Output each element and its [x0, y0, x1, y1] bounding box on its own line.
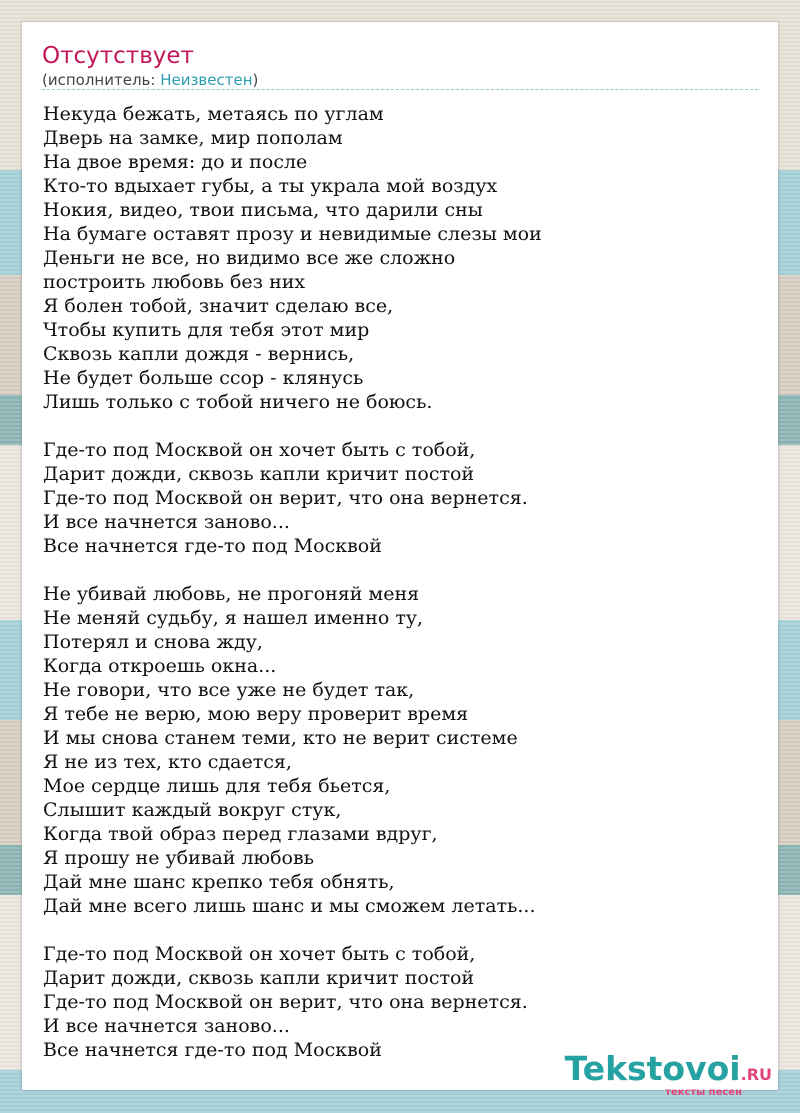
- lyrics-line: Я болен тобой, значит сделаю все,: [43, 295, 394, 317]
- artist-line: [42, 71, 258, 89]
- lyrics-line: Дверь на замке, мир пополам: [43, 127, 343, 149]
- lyrics-line: Чтобы купить для тебя этот мир: [43, 319, 370, 341]
- lyrics-line: Не говори, что все уже не будет так,: [43, 679, 415, 701]
- lyrics-line: Все начнется где-то под Москвой: [43, 1039, 382, 1061]
- lyrics-line: И все начнется заново...: [43, 1015, 290, 1037]
- lyrics-line: Деньги не все, но видимо все же сложно: [43, 247, 456, 269]
- lyrics-line: Кто-то вдыхает губы, а ты украла мой воздух: [43, 175, 498, 197]
- lyrics-line: Не меняй судьбу, я нашел именно ту,: [43, 607, 424, 629]
- lyrics-line: На двое время: до и после: [43, 151, 308, 173]
- lyrics-card: [22, 22, 778, 1098]
- site-logo[interactable]: [564, 1049, 772, 1098]
- lyrics-line: И мы снова станем теми, кто не верит системе: [43, 727, 518, 749]
- lyrics-line: Я не из тех, кто сдается,: [43, 751, 292, 773]
- artist-prefix: (исполнитель:: [42, 71, 161, 89]
- lyrics-line: Я тебе не верю, мою веру проверит время: [43, 703, 469, 725]
- lyrics-line: Потерял и снова жду,: [43, 631, 263, 653]
- lyrics-line: Сквозь капли дождя - вернись,: [43, 343, 355, 365]
- lyrics-line: Все начнется где-то под Москвой: [43, 535, 382, 557]
- song-title: Отсутствует: [42, 43, 194, 69]
- lyrics-line: Когда откроешь окна...: [43, 655, 277, 677]
- lyrics-line: Где-то под Москвой он верит, что она вернется.: [43, 487, 528, 509]
- artist-suffix: ): [252, 71, 259, 89]
- lyrics-line: Дарит дожди, сквозь капли кричит постой: [43, 967, 475, 989]
- lyrics-line: Где-то под Москвой он хочет быть с тобой,: [43, 943, 476, 965]
- lyrics-line: построить любовь без них: [43, 271, 306, 293]
- lyrics-line: Нокия, видео, твои письма, что дарили сны: [43, 199, 483, 221]
- lyrics-line: На бумаге оставят прозу и невидимые слезы мои: [43, 223, 542, 245]
- lyrics-line: Не будет больше ссор - клянусь: [43, 367, 364, 389]
- logo-name: Tekstovoi: [564, 1049, 741, 1088]
- lyrics-stanza: [43, 942, 542, 1062]
- lyrics-stanza: [43, 438, 542, 558]
- lyrics-line: Некуда бежать, метаясь по углам: [43, 103, 384, 125]
- lyrics-text: [43, 102, 542, 1086]
- lyrics-stanza: [43, 102, 542, 414]
- logo-tagline: тексты песен: [665, 1087, 742, 1098]
- lyrics-line: Дарит дожди, сквозь капли кричит постой: [43, 463, 475, 485]
- logo-suffix: .RU: [740, 1065, 772, 1084]
- lyrics-line: Не убивай любовь, не прогоняй меня: [43, 583, 420, 605]
- lyrics-line: Дай мне шанс крепко тебя обнять,: [43, 871, 395, 893]
- artist-link[interactable]: Неизвестен: [160, 71, 253, 89]
- lyrics-stanza: [43, 582, 542, 918]
- lyrics-line: Где-то под Москвой он верит, что она вернется.: [43, 991, 528, 1013]
- lyrics-line: Где-то под Москвой он хочет быть с тобой,: [43, 439, 476, 461]
- lyrics-line: Дай мне всего лишь шанс и мы сможем летать...: [43, 895, 536, 917]
- lyrics-line: Лишь только с тобой ничего не боюсь.: [43, 391, 433, 413]
- lyrics-line: Мое сердце лишь для тебя бьется,: [43, 775, 391, 797]
- title-divider: [42, 89, 758, 90]
- lyrics-line: Слышит каждый вокруг стук,: [43, 799, 342, 821]
- lyrics-line: И все начнется заново...: [43, 511, 290, 533]
- lyrics-line: Я прошу не убивай любовь: [43, 847, 315, 869]
- lyrics-line: Когда твой образ перед глазами вдруг,: [43, 823, 438, 845]
